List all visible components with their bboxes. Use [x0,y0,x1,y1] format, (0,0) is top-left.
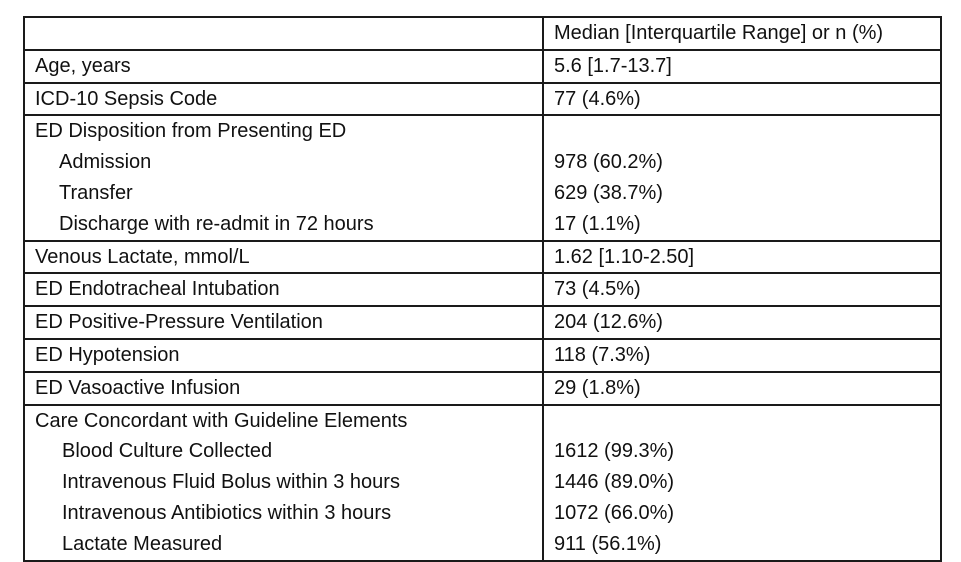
group-heading-value [554,406,940,437]
row-value: 204 (12.6%) [554,311,663,334]
table-row [24,372,941,405]
row-label-cell [24,372,543,405]
row-label-cell [24,115,543,240]
row-value-cell [543,405,941,561]
row-label-cell [24,50,543,83]
row-value: 29 (1.8%) [554,376,641,399]
sub-row-value: 629 (38.7%) [554,181,663,204]
sub-row-label: Blood Culture Collected [62,440,273,463]
row-label-cell [24,405,543,561]
row-label: ICD-10 Sepsis Code [35,87,218,110]
table-row [24,273,941,306]
row-value-cell [543,115,941,240]
sub-row-label: Admission [59,151,152,174]
sub-row-label: Lactate Measured [62,532,223,555]
row-label: Age, years [35,54,131,77]
group-heading: Care Concordant with Guideline Elements [35,409,408,432]
row-value-cell [543,83,941,116]
header-label [35,18,542,49]
row-value-cell [543,50,941,83]
row-value-cell [543,273,941,306]
sub-row-value: 1072 (66.0%) [554,501,675,524]
header-value: Median [Interquartile Range] or n (%) [554,22,884,44]
table-row [24,83,941,116]
table-row [24,241,941,274]
group-heading-value [554,116,940,147]
table-row [24,306,941,339]
sub-row-label: Intravenous Antibiotics within 3 hours [62,501,392,524]
row-label-cell [24,273,543,306]
row-value-cell [543,372,941,405]
row-label: ED Hypotension [35,343,180,366]
row-value: 1.62 [1.10-2.50] [554,245,695,268]
group-heading: ED Disposition from Presenting ED [35,120,347,143]
sub-row-value: 1446 (89.0%) [554,471,675,494]
row-label-cell [24,306,543,339]
sub-row-value: 978 (60.2%) [554,151,663,174]
table-row [24,339,941,372]
row-label: ED Endotracheal Intubation [35,278,280,301]
table-row [24,115,941,240]
row-value-cell [543,241,941,274]
header-label-cell [24,17,543,50]
row-label-cell [24,83,543,116]
header-value-cell [543,17,941,50]
summary-statistics-table [23,16,942,562]
row-label: ED Positive-Pressure Ventilation [35,311,323,334]
table-row [24,50,941,83]
row-value-cell [543,339,941,372]
sub-row-value: 911 (56.1%) [554,532,662,555]
row-label-cell [24,339,543,372]
row-value: 118 (7.3%) [554,343,651,366]
sub-row-value: 17 (1.1%) [554,212,641,235]
sub-row-label: Transfer [59,181,133,204]
sub-row-label: Intravenous Fluid Bolus within 3 hours [62,471,400,494]
row-label-cell [24,241,543,274]
table-row [24,405,941,561]
row-value-cell [543,306,941,339]
row-label: Venous Lactate, mmol/L [35,245,250,268]
row-value: 73 (4.5%) [554,278,641,301]
sub-row-value: 1612 (99.3%) [554,440,675,463]
row-label: ED Vasoactive Infusion [35,376,241,399]
table-header-row [24,17,941,50]
sub-row-label: Discharge with re-admit in 72 hours [59,212,374,235]
row-value: 77 (4.6%) [554,87,641,110]
row-value: 5.6 [1.7-13.7] [554,54,672,77]
